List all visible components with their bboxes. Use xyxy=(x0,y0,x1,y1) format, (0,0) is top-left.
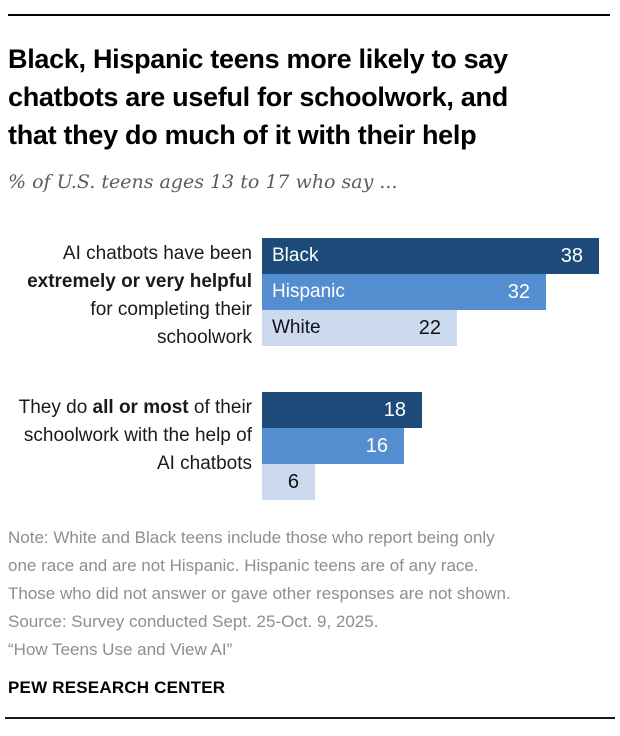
footnotes xyxy=(8,524,610,664)
bar-black xyxy=(262,238,599,274)
title-line: that they do much of it with their help xyxy=(8,120,477,150)
brand-label: PEW RESEARCH CENTER xyxy=(8,678,226,697)
group-label-segment: all or most xyxy=(92,397,189,418)
bar-white xyxy=(262,464,315,500)
bar-category-label: Hispanic xyxy=(272,281,345,302)
bar-chart xyxy=(8,238,610,500)
bar-value-label: 32 xyxy=(507,280,530,303)
bar-stack xyxy=(262,392,610,500)
footnote-line: Note: White and Black teens include those who report being only xyxy=(8,528,495,547)
bar-value-label: 6 xyxy=(287,470,299,493)
group-label xyxy=(8,392,252,478)
bar-group xyxy=(8,392,610,500)
bar-value-label: 18 xyxy=(383,398,406,421)
bar-black xyxy=(262,392,422,428)
footnote-line: Those who did not answer or gave other responses are not shown. xyxy=(8,584,511,603)
title-line: chatbots are useful for schoolwork, and xyxy=(8,82,508,112)
group-label-segment: AI chatbots have been xyxy=(62,243,252,264)
footnote-line: one race and are not Hispanic. Hispanic teens are of any race. xyxy=(8,556,479,575)
bar-value-label: 38 xyxy=(560,244,583,267)
chart-subtitle: % of U.S. teens ages 13 to 17 who say ... xyxy=(8,171,398,193)
group-label-segment: for completing their schoolwork xyxy=(90,299,252,348)
bar-value-label: 16 xyxy=(365,434,388,457)
footnote-line: Source: Survey conducted Sept. 25-Oct. 9, 2025. xyxy=(8,612,379,631)
bar-hispanic xyxy=(262,274,546,310)
bar-category-label: Black xyxy=(272,245,319,266)
group-label xyxy=(8,238,252,352)
bar-category-label: White xyxy=(272,317,321,338)
bar-group xyxy=(8,238,610,352)
title-line: Black, Hispanic teens more likely to say xyxy=(8,44,508,74)
chart-title xyxy=(8,40,610,154)
bar-hispanic xyxy=(262,428,404,464)
bar-white xyxy=(262,310,457,346)
group-label-segment: extremely or very helpful xyxy=(27,271,252,292)
top-rule xyxy=(8,14,610,16)
bottom-rule xyxy=(5,717,615,719)
bar-value-label: 22 xyxy=(418,316,441,339)
group-label-segment: They do xyxy=(18,397,93,418)
group-label-segment: of their schoolwork with the help of AI chatbots xyxy=(23,397,252,474)
bar-stack xyxy=(262,238,610,346)
footnote-line: “How Teens Use and View AI” xyxy=(8,640,233,659)
